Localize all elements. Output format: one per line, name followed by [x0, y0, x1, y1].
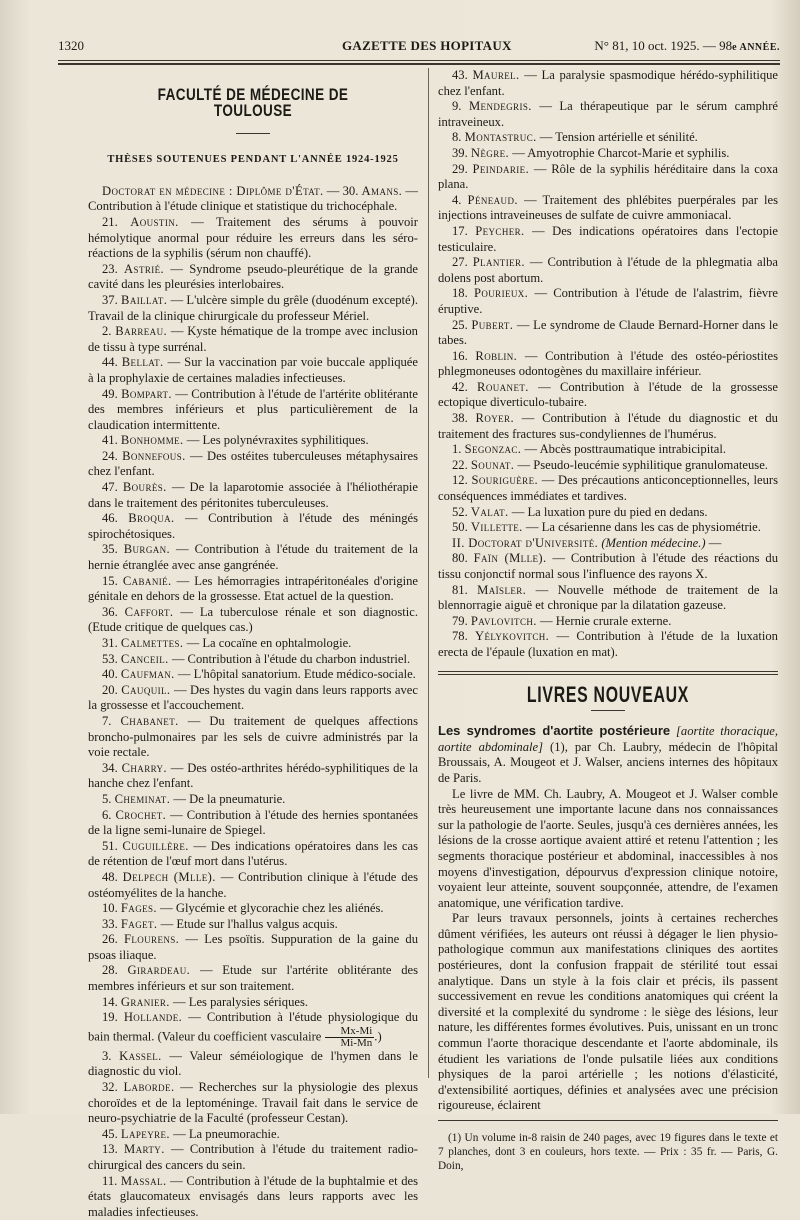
thesis-title: — Des hystes du vagin dans leurs rapports avec la grossesse et l'accouchement.: [88, 682, 418, 713]
thesis-entry: [88, 714, 418, 761]
thesis-list-right: [438, 68, 778, 536]
author-name: Yélykovitch.: [475, 629, 550, 644]
entry-number: 14.: [102, 994, 118, 1009]
thesis-title: — Valeur séméiologique de l'hymen dans le diagnostic du viol.: [88, 1048, 418, 1079]
thesis-title: — De la laparotomie associée à l'héliothérapie dans le traitement des péritonites tuberculeuses.: [88, 480, 418, 510]
author-name: Aoustin.: [130, 214, 179, 229]
author-name: Delpech (Mlle).: [122, 869, 216, 884]
thesis-title: — La thérapeutique par le sérum camphré intraveineux.: [438, 99, 778, 129]
author-name: Maïsler.: [477, 582, 527, 597]
thesis-title: — L'hôpital sanatorium. Etude médico-sociale.: [177, 667, 416, 682]
thesis-list-left: [88, 215, 418, 1220]
faculty-title: FACULTÉ DE MÉDECINE DE TOULOUSE: [157, 86, 349, 120]
thesis-entry: [88, 1049, 418, 1080]
thesis-title: — Contribution à l'étude physiologique du bain thermal. (Valeur du coefficient vasculaire: [88, 1010, 419, 1044]
thesis-entry: [88, 792, 418, 808]
author-name: Bonhomme.: [120, 433, 184, 448]
entry-number: 40.: [102, 667, 118, 682]
thesis-entry: [438, 473, 778, 504]
author-name: Flourens.: [123, 932, 180, 947]
thesis-title: — Contribution à l'étude de la phlegmatia alba dolens post abortum.: [438, 255, 778, 285]
entry-number: 7.: [102, 713, 112, 728]
thesis-entry: [438, 411, 778, 442]
thesis-title: — Contribution à l'étude des hernies spontanées de la ligne semi-lunaire de Spiegel.: [88, 807, 419, 838]
thesis-title: — La cocaïne en ophtalmologie.: [186, 636, 352, 650]
thesis-entry: [88, 917, 418, 933]
author-name: Montastruc.: [464, 130, 537, 145]
footnote-rule: [438, 1120, 778, 1121]
entry-number: 45.: [102, 1126, 118, 1141]
column-divider: [428, 68, 429, 1078]
thesis-entry: [438, 380, 778, 411]
author-name: Pubert.: [471, 317, 514, 332]
thesis-title: — La pneumorachie.: [173, 1126, 280, 1141]
author-name: Pavlovitch.: [470, 613, 537, 628]
author-name: Hollande.: [123, 1010, 183, 1025]
author-name: Mendegris.: [468, 99, 532, 114]
entry-number: 23.: [102, 261, 118, 276]
author-name: Broqua.: [128, 511, 175, 526]
author-name: Roblin.: [475, 348, 518, 363]
entry-number: 36.: [102, 604, 118, 619]
thesis-title: — Sur la vaccination par voie buccale appliquée à la prophylaxie de certaines maladies infectieuses.: [88, 355, 418, 385]
thesis-entry: [438, 193, 778, 224]
author-name: Calmettes.: [120, 636, 184, 650]
thesis-title: — Des précautions anticonceptionnelles, leurs conséquences immédiates et tardives.: [438, 473, 778, 504]
thesis-entry: [88, 511, 418, 542]
author-name: Royer.: [475, 411, 514, 426]
entry-number: 15.: [102, 573, 118, 588]
author-name: Faïn (Mlle).: [473, 551, 547, 566]
entry-number: 27.: [452, 255, 468, 270]
thesis-entry: [438, 520, 778, 536]
thesis-entry: [88, 652, 418, 668]
thesis-title: — Des indications opératoires dans les cas de rétention de l'œuf mort dans l'utérus.: [88, 838, 418, 869]
thesis-title: — Les polynévraxites syphilitiques.: [186, 433, 369, 448]
author-name: Bompart.: [121, 386, 172, 401]
author-name: Fages.: [120, 901, 157, 916]
thesis-entry: [438, 146, 778, 162]
author-name: Barreau.: [115, 324, 168, 339]
entry-number: 29.: [452, 161, 468, 176]
author-name: Lapeyre.: [120, 1126, 170, 1141]
thesis-entry: [88, 932, 418, 963]
thesis-entry: [438, 505, 778, 521]
thesis-title: — Du traitement de quelques affections broncho-pulmonaires par les sels de cuivre administrés par la voie rectale.: [88, 713, 418, 760]
thesis-entry: [438, 442, 778, 458]
author-name: Villette.: [470, 520, 523, 535]
entry-number: 42.: [452, 379, 468, 394]
entry-number: 43.: [452, 68, 468, 82]
entry-number: 37.: [102, 292, 118, 307]
book-reference: Les syndromes d'aortite postérieure [aortite thoracique, aortite abdominale] (1), par Ch. Laubry, médecin de l'hôpital Broussais, A. Mougeot et J. Walser, anciens internes des hôpitaux de Paris.: [438, 723, 779, 785]
thesis-title: — Nouvelle méthode de traitement de la blennorragie aiguë et chronique par la dilatation gazeuse.: [438, 582, 778, 613]
thesis-entry: [88, 542, 418, 573]
entry-number: 39.: [452, 145, 468, 160]
thesis-title: — Pseudo-leucémie syphilitique granulomateuse.: [517, 457, 768, 472]
entry-number: 18.: [452, 286, 468, 301]
entry-number: 4.: [452, 192, 462, 207]
entry-number: 34.: [102, 760, 118, 775]
thesis-entry: [438, 224, 778, 255]
thesis-entry: [88, 293, 418, 324]
thesis-entry: [88, 1080, 418, 1127]
thesis-title: — Contribution à l'étude de l'artérite oblitérante des membres inférieurs et plus particulièrement de la claudication intermittente.: [88, 386, 418, 432]
entry-number: 20.: [102, 682, 118, 697]
author-name: Bonnefous.: [122, 448, 186, 463]
author-name: Caffort.: [124, 604, 174, 619]
books-rule: [591, 710, 625, 711]
review-paragraph-1: Le livre de MM. Ch. Laubry, A. Mougeot et J. Walser comble très heureusement une importante lacune dans nos connaissances sur la pathologie de l'aorte. Seules, jusqu'à ces dernières années, les lésions de la crosse aortique avaient attiré et retenu l'attention ; les segments thoracique postérieur et abdominal, inaccessibles à nos moyens d'investigation, dépourvus d'expression clinique notoire, voyaient leur atteinte, souvent soupçonnée, attendre, de l'examen anatomique, une vérification tardive.: [438, 786, 778, 910]
thesis-entry: [88, 761, 418, 792]
books-title: LIVRES NOUVEAUX: [526, 681, 690, 707]
running-header: [58, 38, 780, 58]
thesis-entry: [438, 583, 778, 614]
journal-title: GAZETTE DES HOPITAUX: [342, 38, 512, 53]
thesis-entry: [88, 480, 418, 511]
entry-number: 35.: [102, 542, 118, 557]
thesis-entry: [438, 629, 778, 660]
thesis-title: — Des ostéo-arthrites hérédo-syphilitiques de la hanche chez l'enfant.: [88, 760, 418, 791]
thesis-title: — Des ostéites tuberculeuses métaphysaires chez l'enfant.: [88, 448, 418, 479]
thesis-entry: [88, 605, 418, 636]
author-name: Sounat.: [470, 457, 515, 472]
entry-number: 28.: [102, 963, 118, 978]
thesis-title: — Contribution à l'étude du charbon industriel.: [171, 651, 411, 666]
entry-number: 1.: [452, 442, 462, 457]
entry-number: 48.: [102, 869, 118, 884]
entry-number: 38.: [452, 411, 468, 426]
thesis-title: — La tuberculose rénale et son diagnostic. (Etude critique de quelques cas.): [88, 604, 418, 635]
thesis-entry: [88, 433, 418, 449]
thesis-title: — Hernie crurale externe.: [539, 613, 672, 628]
author-name: Peycher.: [475, 223, 525, 238]
thesis-entry: [88, 870, 418, 901]
thesis-entry: [88, 839, 418, 870]
entry-number: 50.: [452, 520, 468, 535]
thesis-title: — Etude sur l'hallus valgus acquis.: [160, 916, 338, 931]
thesis-list-univ: [438, 551, 778, 660]
entry-number: 47.: [102, 480, 118, 495]
author-name: Pourieux.: [473, 286, 529, 301]
author-name: Cuguillère.: [122, 838, 189, 853]
entry-number: 19.: [102, 1010, 118, 1025]
thesis-title: — Contribution à l'étude des réactions du tissu conjonctif normal sous l'influence des rayons X.: [438, 551, 778, 581]
thesis-entry: 19. Hollande. — Contribution à l'étude physiologique du bain thermal. (Valeur du coefficient vasculaire $\frac{Mx-Mi}{Mi-Mn}$ .): [88, 1010, 419, 1049]
author-name: Cauquil.: [121, 682, 171, 697]
entry-number: 17.: [452, 223, 468, 238]
thesis-entry: [88, 963, 418, 994]
entry-number: 12.: [452, 473, 468, 488]
author-name: Peindarie.: [472, 161, 530, 176]
entry-number: 8.: [452, 130, 462, 145]
thesis-entry: [88, 995, 418, 1011]
author-name: Rouanet.: [477, 379, 529, 394]
thesis-entry: [438, 614, 778, 630]
thesis-entry: [438, 458, 778, 474]
entry-doctorat-label: Doctorat en médecine : Diplôme d'État. — 30. Amans. — Contribution à l'étude clinique et statistique du trichocéphale.: [88, 183, 418, 214]
coefficient-fraction: $\frac{Mx-Mi}{Mi-Mn}$: [325, 1026, 375, 1049]
entry-number: 49.: [102, 386, 118, 401]
thesis-title: — Amyotrophie Charcot-Marie et syphilis.: [512, 145, 730, 160]
entry-number: 9.: [452, 99, 462, 114]
author-name: Granier.: [120, 994, 170, 1009]
entry-number: 3.: [102, 1048, 112, 1063]
review-paragraph-2: Par leurs travaux personnels, joints à certaines recherches dûment vérifiées, les auteurs ont réussi à dégager le lien physio-pathologique commun aux manifestations cliniques des aortites postérieures, dont la confusion frappait de stérilité tout essai analytique. Dans un style à la fois clair et précis, ils passent successivement en revue les conditions anatomiques qui créent la diversité et la complexité du syndrome : le siège des lésions, leur nature, les différentes formes évolutives. Puis, unissant en un tronc commun l'aorte thoracique descendante et l'aorte abdominale, ils étudient les variations de l'onde pulsatile liées aux conditions physiques de la paroi artérielle ; les notions d'élasticité, d'extensibilité aortiques, définies et analysées avec une précision rigoureuse, éclairent: [438, 911, 778, 1113]
right-column: [438, 68, 778, 1173]
thesis-title: — Abcès posttraumatique intrabicipital.: [524, 442, 726, 457]
author-name: Bellat.: [121, 355, 164, 370]
theses-heading: THÈSES SOUTENUES PENDANT L'ANNÉE 1924-1925: [107, 154, 399, 166]
thesis-title: — Contribution à l'étude des ostéo-périostites phlegmoneuses odontogènes du maxillaire inférieur.: [438, 348, 778, 379]
thesis-title: — La luxation pure du pied en dedans.: [511, 504, 708, 519]
entry-number: 32.: [102, 1080, 118, 1095]
entry-number: 2.: [102, 324, 112, 339]
author-name: Burgan.: [123, 542, 171, 557]
left-column: [88, 68, 418, 1220]
entry-number: 24.: [102, 448, 118, 463]
entry-number: 22.: [452, 457, 468, 472]
thesis-entry: [438, 68, 778, 99]
author-name: Marty.: [124, 1142, 165, 1157]
issue-info: N° 81, 10 oct. 1925. — 98e ANNÉE.: [594, 38, 780, 53]
author-name: Canceil.: [120, 651, 169, 666]
thesis-title: — Des indications opératoires dans l'ectopie testiculaire.: [438, 223, 778, 254]
thesis-title: — Contribution à l'étude de l'alastrim, fièvre éruptive.: [438, 286, 779, 316]
entry-number: 52.: [452, 504, 468, 519]
header-rule: [58, 60, 780, 65]
thesis-entry: [88, 1142, 418, 1173]
author-name: Segonzac.: [464, 442, 522, 457]
entry-number: 53.: [102, 651, 118, 666]
thesis-entry: [88, 574, 418, 605]
author-name: Caufman.: [120, 667, 175, 682]
thesis-title: — Les psoïtis. Suppuration de la gaine du psoas iliaque.: [88, 932, 419, 962]
thesis-entry: [438, 99, 778, 130]
entry-number: 16.: [452, 348, 468, 363]
thesis-title: — Contribution à l'étude de la buphtalmie et des états glaucomateux envisagés dans leurs rapports avec les maladies infectieuses.: [88, 1173, 418, 1219]
thesis-title: — Contribution à l'étude des méningés spirochétosiques.: [88, 511, 418, 541]
entry-number: 26.: [102, 932, 118, 947]
entry-number: 78.: [452, 629, 468, 644]
thesis-title: — Le syndrome de Claude Bernard-Horner dans le tabes.: [438, 317, 778, 348]
author-name: Kassel.: [119, 1048, 162, 1063]
thesis-title: — De la pneumaturie.: [173, 791, 286, 806]
thesis-title: — Les hémorragies intrapéritonéales d'origine génitale en dehors de la grossesse. Etat actuel de la question.: [88, 573, 419, 604]
thesis-entry: [88, 387, 418, 434]
thesis-title: — Contribution à l'étude de la luxation erecta de l'épaule (luxation en mat).: [438, 629, 778, 659]
thesis-entry: [438, 349, 778, 380]
thesis-title: — La césarienne dans les cas de physiométrie.: [525, 520, 761, 535]
thesis-title: — Les paralysies sériques.: [173, 994, 309, 1009]
author-name: Valat.: [470, 504, 509, 519]
thesis-entry: [88, 667, 418, 683]
section-rule: [438, 671, 778, 675]
author-name: Bourès.: [122, 480, 167, 495]
author-name: Cabanié.: [122, 573, 172, 588]
entry-number: 13.: [102, 1142, 118, 1157]
thesis-title: — Kyste hématique de la trompe avec inclusion de tissu à type surrénal.: [88, 324, 418, 354]
entry-number: 6.: [102, 807, 112, 822]
thesis-entry: [88, 449, 418, 480]
author-name: Péneaud.: [467, 192, 518, 207]
doctorat-univ-heading: II. Doctorat d'Université. (Mention médecine.) —: [452, 535, 722, 550]
author-name: Souriguère.: [471, 473, 539, 488]
entry-number: 46.: [102, 511, 118, 526]
thesis-title: — Rôle de la syphilis héréditaire dans la coxa plana.: [438, 161, 779, 192]
author-name: Chabanet.: [120, 713, 179, 728]
thesis-entry: [88, 683, 418, 714]
entry-number: 31.: [102, 636, 118, 650]
thesis-title: — L'ulcère simple du grêle (duodénum excepté). Travail de la clinique chirurgicale du professeur Mériel.: [88, 292, 418, 323]
author-name: Massal.: [120, 1173, 167, 1188]
footnote: (1) Un volume in-8 raisin de 240 pages, avec 19 figures dans le texte et 7 planches, dont 3 en couleurs, hors texte. — Prix : 35 fr. — Paris, G. Doin,: [438, 1132, 778, 1172]
thesis-entry: [88, 262, 418, 293]
author-name: Baillat.: [121, 292, 168, 307]
thesis-title: — Glycémie et glycorachie chez les aliénés.: [160, 901, 384, 916]
thesis-title: — Contribution à l'étude du traitement radio-chirurgical des cancers du sein.: [88, 1142, 418, 1172]
thesis-entry: [88, 808, 418, 839]
entry-number: 21.: [102, 214, 118, 229]
author-name: Girardeau.: [127, 963, 191, 978]
thesis-entry: [88, 901, 418, 917]
author-name: Cheminat.: [114, 791, 171, 806]
thesis-entry: [438, 255, 778, 286]
thesis-entry: [88, 355, 418, 386]
author-name: Plantier.: [472, 255, 525, 270]
thesis-title: — Contribution à l'étude du diagnostic et du traitement des fractures sus-condyliennes de l'humérus.: [438, 411, 778, 441]
entry-number: 44.: [102, 355, 118, 370]
entry-number: 11.: [102, 1173, 118, 1188]
thesis-title: — Recherches sur la physiologie des plexus choroïdes et de la leptoméninge. Travail fait dans le service de neuro-psychiatrie de la Faculté (professeur Cestan).: [88, 1080, 418, 1126]
author-name: Charry.: [121, 760, 167, 775]
author-name: Nègre.: [470, 145, 510, 160]
thesis-entry: [88, 1174, 418, 1220]
thesis-title: — Traitement des phlébites puerpérales par les injections intraveineuses de sulfate de cuivre ammoniacal.: [438, 192, 779, 223]
page-number: 1320: [58, 38, 84, 53]
thesis-entry: [88, 215, 418, 262]
thesis-entry: [438, 551, 778, 582]
thesis-title: — Contribution clinique à l'étude des ostéomyélites de la hanche.: [88, 869, 418, 900]
thesis-entry: [438, 318, 778, 349]
entry-number: 41.: [102, 433, 118, 448]
thesis-title: — La paralysie spasmodique hérédo-syphilitique chez l'enfant.: [438, 68, 778, 98]
entry-number: 33.: [102, 916, 118, 931]
entry-number: 25.: [452, 317, 468, 332]
thesis-entry: [438, 286, 778, 317]
entry-number: 10.: [102, 901, 118, 916]
thesis-entry: [438, 162, 778, 193]
author-name: Faget.: [120, 916, 158, 931]
entry-number: 5.: [102, 791, 112, 806]
entry-number: 79.: [452, 613, 468, 628]
entry-number: 51.: [102, 838, 118, 853]
author-name: Maurel.: [472, 68, 520, 82]
author-name: Laborde.: [123, 1080, 175, 1095]
thesis-entry: [438, 130, 778, 146]
entry-number: 81.: [452, 582, 468, 597]
thesis-title: — Tension artérielle et sénilité.: [539, 130, 698, 145]
thesis-entry: [88, 324, 418, 355]
thesis-title: — Contribution à l'étude du traitement de la hernie étranglée avec anse gangrénée.: [88, 542, 418, 573]
thesis-title: — Traitement des sérums à pouvoir hémolytique anormal pour réduire les erreurs dans les séro-réactions de la syphilis (sérum non chauffé).: [88, 214, 418, 261]
thesis-title: — Contribution à l'étude de la grossesse ectopique diverticulo-tubaire.: [438, 379, 778, 410]
thesis-entry: [88, 636, 418, 652]
thesis-title: — Syndrome pseudo-pleurétique de la grande cavité dans les pleurésies interlobaires.: [88, 261, 418, 292]
author-name: Astrié.: [124, 261, 165, 276]
title-rule: [236, 133, 270, 134]
thesis-entry: [88, 1127, 418, 1143]
author-name: Crochet.: [115, 807, 167, 822]
thesis-title: — Etude sur l'artérite oblitérante des membres inférieurs et sur son traitement.: [88, 963, 418, 994]
entry-number: 80.: [452, 551, 468, 566]
